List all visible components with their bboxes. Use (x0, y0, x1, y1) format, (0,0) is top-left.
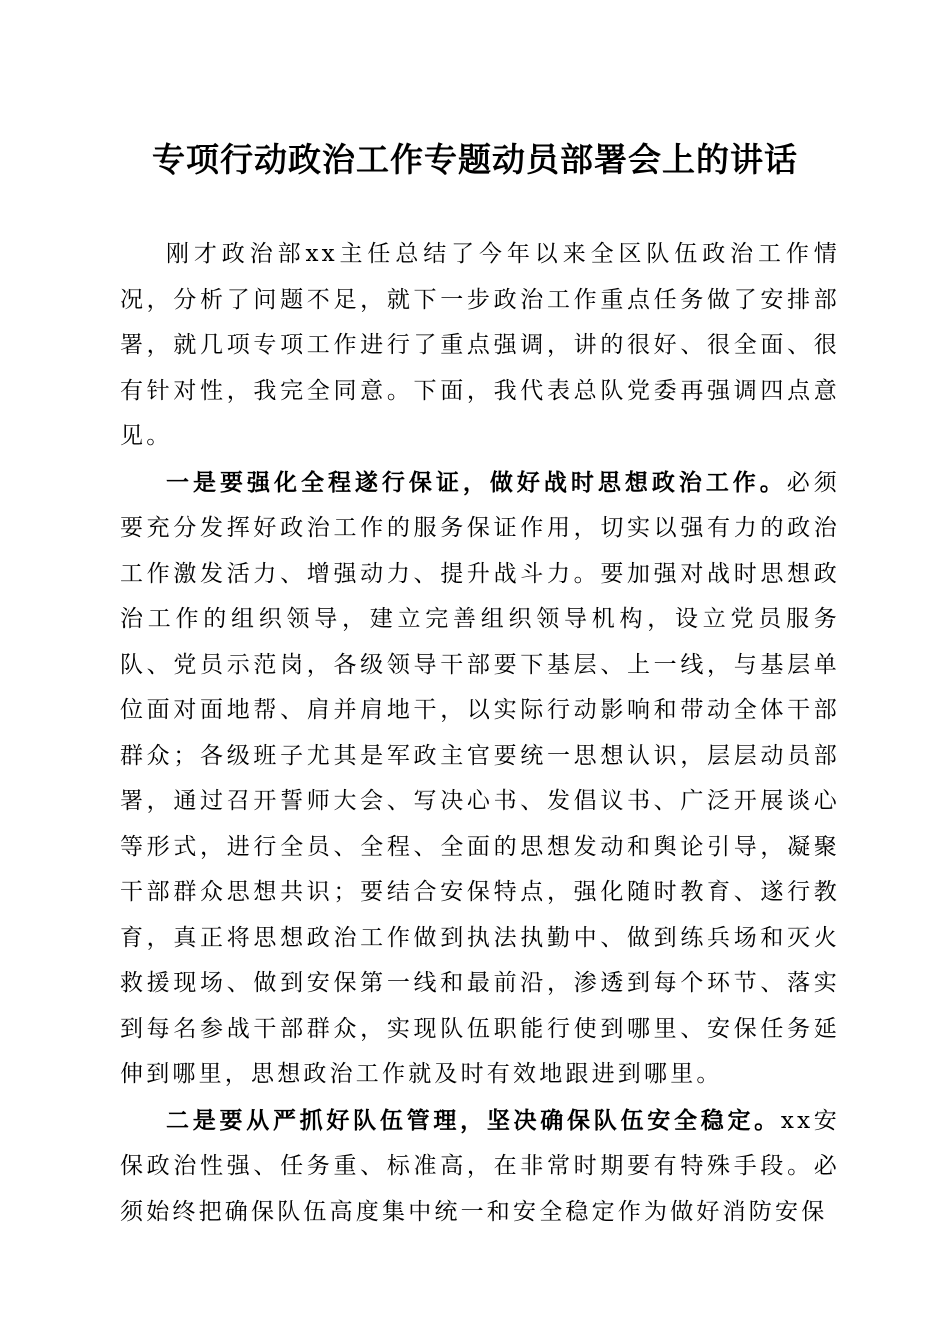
paragraph-point-two-text: xx安保政治性强、任务重、标准高，在非常时期要有特殊手段。必须始终把确保队伍高度集中统一和安全稳定作为做好消防安保 (120, 1107, 840, 1225)
paragraph-intro (120, 232, 840, 460)
document-body (120, 232, 840, 1235)
paragraph-point-one-lead: 一是要强化全程遂行保证，做好战时思想政治工作。 (166, 468, 787, 496)
document-title: 专项行动政治工作专题动员部署会上的讲话 (152, 140, 798, 179)
paragraph-intro-text: 刚才政治部xx主任总结了今年以来全区队伍政治工作情况，分析了问题不足，就下一步政治工作重点任务做了安排部署，就几项专项工作进行了重点强调，讲的很好、很全面、很有针对性，我完全同意。下面，我代表总队党委再强调四点意见。 (120, 241, 840, 449)
paragraph-point-one (120, 460, 840, 1098)
paragraph-point-two (120, 1098, 840, 1236)
paragraph-point-one-text: 必须要充分发挥好政治工作的服务保证作用，切实以强有力的政治工作激发活力、增强动力、提升战斗力。要加强对战时思想政治工作的组织领导，建立完善组织领导机构，设立党员服务队、党员示范岗，各级领导干部要下基层、上一线，与基层单位面对面地帮、肩并肩地干，以实际行动影响和带动全体干部群众；各级班子尤其是军政主官要统一思想认识，层层动员部署，通过召开誓师大会、写决心书、发倡议书、广泛开展谈心等形式，进行全员、全程、全面的思想发动和舆论引导，凝聚干部群众思想共识；要结合安保特点，强化随时教育、遂行教育，真正将思想政治工作做到执法执勤中、做到练兵场和灭火救援现场、做到安保第一线和最前沿，渗透到每个环节、落实到每名参战干部群众，实现队伍职能行使到哪里、安保任务延伸到哪里，思想政治工作就及时有效地跟进到哪里。 (120, 469, 840, 1087)
paragraph-point-two-lead: 二是要从严抓好队伍管理，坚决确保队伍安全稳定。 (166, 1106, 781, 1134)
